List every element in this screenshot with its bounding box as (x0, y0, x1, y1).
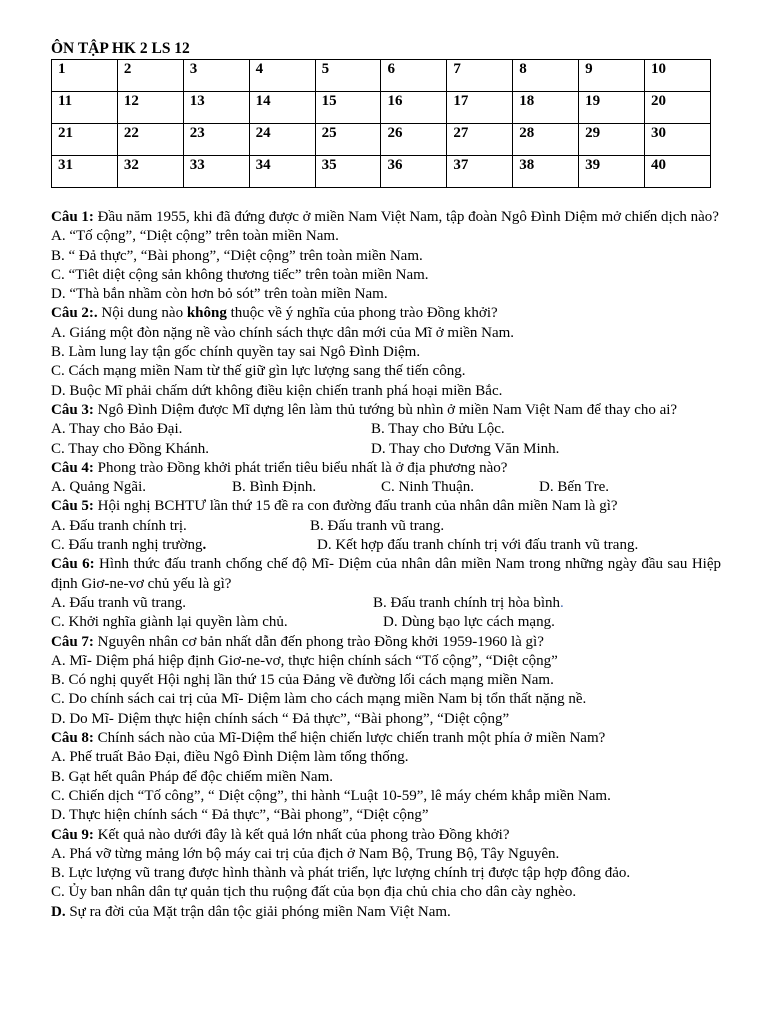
question-emphasis: không (186, 305, 227, 322)
answer-cell: 37 (447, 156, 513, 188)
answer-cell: 16 (381, 92, 447, 124)
question-5-options-row (51, 536, 721, 555)
question-text: Kết quả nào dưới đây là kết quả lớn nhất của phong trào Đồng khởi? (93, 826, 510, 843)
question-9-option-d (51, 903, 721, 922)
option-text: C. Đấu tranh nghị trường (51, 537, 203, 554)
option-punct: . (560, 594, 564, 611)
question-text: Hình thức đấu tranh chống chế độ Mĩ- Diệm của nhân dân miền Nam trong những ngày đầu sau Hiệp định Giơ-ne-vơ chủ yếu là gì? (51, 556, 721, 592)
answer-cell: 8 (513, 60, 579, 92)
answer-grid-row (52, 92, 711, 124)
answer-cell: 27 (447, 124, 513, 156)
question-1-option-a: A. “Tố cộng”, “Diệt cộng” trên toàn miền Nam. (51, 228, 339, 245)
answer-cell: 7 (447, 60, 513, 92)
question-6-option-a: A. Đấu tranh vũ trang. (51, 594, 186, 611)
question-list (51, 208, 721, 922)
question-text: thuộc về ý nghĩa của phong trào Đồng khởi? (226, 305, 498, 322)
question-3-options-row (51, 420, 721, 439)
answer-cell: 32 (117, 156, 183, 188)
answer-cell: 10 (645, 60, 711, 92)
answer-cell: 13 (183, 92, 249, 124)
answer-cell: 23 (183, 124, 249, 156)
question-9-option-c: C. Ủy ban nhân dân tự quản tịch thu ruộng đất của bọn địa chủ chia cho dân cày nghèo. (51, 884, 577, 901)
question-8-stem (51, 729, 721, 748)
question-1-option-c: C. “Tiêt diệt cộng sản không thương tiếc” trên toàn miền Nam. (51, 266, 429, 283)
answer-cell: 24 (249, 124, 315, 156)
question-2-option-a: A. Giáng một đòn nặng nề vào chính sách thực dân mới của Mĩ ở miền Nam. (51, 324, 515, 341)
document-page (51, 40, 721, 922)
answer-grid-row (52, 156, 711, 188)
answer-cell: 5 (315, 60, 381, 92)
question-label: Câu 2:. (51, 305, 98, 322)
question-label: Câu 7: (51, 633, 94, 650)
question-8-option-c: C. Chiến dịch “Tố công”, “ Diệt cộng”, thi hành “Luật 10-59”, lê máy chém khắp miền Nam. (51, 787, 611, 804)
answer-cell: 39 (579, 156, 645, 188)
answer-cell: 25 (315, 124, 381, 156)
answer-cell: 21 (52, 124, 118, 156)
question-label: Câu 5: (51, 498, 94, 515)
question-7-option-c: C. Do chính sách cai trị của Mĩ- Diệm làm cho cách mạng miền Nam bị tổn thất nặng nề. (51, 691, 587, 708)
answer-cell: 15 (315, 92, 381, 124)
answer-cell: 29 (579, 124, 645, 156)
answer-grid-row (52, 124, 711, 156)
question-6-option-b (373, 594, 564, 613)
question-2-option-c: C. Cách mạng miền Nam từ thế giữ gìn lực lượng sang thế tiến công. (51, 363, 466, 380)
question-7-option-b: B. Có nghị quyết Hội nghị lần thứ 15 của Đảng về đường lối cách mạng miền Nam. (51, 672, 554, 689)
question-9-option-a: A. Phá vỡ từng mảng lớn bộ máy cai trị của địch ở Nam Bộ, Trung Bộ, Tây Nguyên. (51, 845, 560, 862)
question-8-option-a: A. Phế truất Bảo Đại, điều Ngô Đình Diệm làm tổng thống. (51, 749, 409, 766)
question-1-option-b: B. “ Đả thực”, “Bài phong”, “Diệt cộng” trên toàn miền Nam. (51, 247, 423, 264)
question-label: Câu 1: (51, 209, 94, 225)
answer-cell: 18 (513, 92, 579, 124)
answer-cell: 40 (645, 156, 711, 188)
question-4-option-d: D. Bến Tre. (539, 479, 610, 496)
answer-cell: 28 (513, 124, 579, 156)
answer-grid-row (52, 60, 711, 92)
question-4-option-a: A. Quảng Ngãi. (51, 479, 146, 496)
question-7-option-a: A. Mĩ- Diệm phá hiệp định Giơ-ne-vơ, thực hiện chính sách “Tố cộng”, “Diệt cộng” (51, 652, 558, 669)
question-3-stem (51, 401, 721, 420)
answer-cell: 30 (645, 124, 711, 156)
answer-cell: 4 (249, 60, 315, 92)
question-5-option-a: A. Đấu tranh chính trị. (51, 517, 187, 534)
question-3-option-b: B. Thay cho Bửu Lộc. (371, 421, 505, 438)
question-label: Câu 8: (51, 730, 94, 747)
answer-cell: 20 (645, 92, 711, 124)
answer-cell: 38 (513, 156, 579, 188)
answer-cell: 1 (52, 60, 118, 92)
question-5-stem (51, 497, 721, 516)
answer-cell: 26 (381, 124, 447, 156)
question-text: Phong trào Đồng khởi phát triển tiêu biểu nhất là ở địa phương nào? (93, 459, 508, 476)
question-text: Nội dung nào (97, 305, 187, 322)
question-label: Câu 4: (51, 459, 94, 476)
question-3-options-row (51, 440, 721, 459)
answer-cell: 22 (117, 124, 183, 156)
question-text: Chính sách nào của Mĩ-Diệm thể hiện chiến lược chiến tranh một phía ở miền Nam? (93, 730, 606, 747)
answer-cell: 6 (381, 60, 447, 92)
option-text: Sự ra đời của Mặt trận dân tộc giải phóng miền Nam Việt Nam. (65, 903, 451, 920)
question-6-options-row (51, 594, 721, 613)
question-5-option-c (51, 536, 317, 555)
question-3-option-a: A. Thay cho Bảo Đại. (51, 421, 183, 438)
answer-cell: 34 (249, 156, 315, 188)
question-4-stem (51, 459, 721, 478)
question-1-option-d: D. “Thà bắn nhầm còn hơn bỏ sót” trên toàn miền Nam. (51, 286, 388, 303)
question-9-stem (51, 826, 721, 845)
answer-cell: 14 (249, 92, 315, 124)
answer-cell: 36 (381, 156, 447, 188)
option-punct: . (202, 537, 207, 554)
answer-cell: 9 (579, 60, 645, 92)
question-3-option-c: C. Thay cho Đồng Khánh. (51, 440, 210, 457)
answer-cell: 35 (315, 156, 381, 188)
document-title: ÔN TẬP HK 2 LS 12 (51, 40, 190, 57)
option-letter: D. (51, 903, 66, 920)
question-3-option-d: D. Thay cho Dương Văn Minh. (371, 440, 560, 457)
question-label: Câu 3: (51, 401, 94, 418)
answer-cell: 12 (117, 92, 183, 124)
question-7-option-d: D. Do Mĩ- Diệm thực hiện chính sách “ Đả thực”, “Bài phong”, “Diệt cộng” (51, 710, 510, 727)
question-5-option-d: D. Kết hợp đấu tranh chính trị với đấu tranh vũ trang. (317, 537, 639, 554)
question-4-option-b: B. Bình Định. (232, 479, 317, 496)
question-label: Câu 9: (51, 826, 94, 843)
answer-grid (51, 59, 711, 188)
question-2-stem (51, 304, 721, 323)
answer-cell: 11 (52, 92, 118, 124)
question-2-option-d: D. Buộc Mĩ phải chấm dứt không điều kiện chiến tranh phá hoại miền Bắc. (51, 382, 503, 399)
answer-cell: 3 (183, 60, 249, 92)
question-6-option-c: C. Khởi nghĩa giành lại quyền làm chủ. (51, 614, 288, 631)
question-7-stem (51, 633, 721, 652)
answer-cell: 33 (183, 156, 249, 188)
question-6-options-row (51, 613, 721, 632)
question-label: Câu 6: (51, 556, 95, 573)
question-5-option-b: B. Đấu tranh vũ trang. (310, 517, 445, 534)
answer-cell: 17 (447, 92, 513, 124)
option-text: B. Đấu tranh chính trị hòa bình (373, 594, 561, 611)
question-text: Hội nghị BCHTƯ lần thứ 15 đề ra con đường đấu tranh của nhân dân miền Nam là gì? (93, 498, 618, 515)
answer-cell: 2 (117, 60, 183, 92)
answer-cell: 31 (52, 156, 118, 188)
question-1-stem (51, 208, 721, 227)
question-4-option-c: C. Ninh Thuận. (381, 479, 475, 496)
question-2-option-b: B. Làm lung lay tận gốc chính quyền tay sai Ngô Đình Diệm. (51, 344, 421, 361)
question-text: Đầu năm 1955, khi đã đứng được ở miền Nam Việt Nam, tập đoàn Ngô Đình Diệm mở chiến dịch nào? (93, 209, 719, 225)
question-6-stem (51, 555, 721, 594)
answer-cell: 19 (579, 92, 645, 124)
question-8-option-b: B. Gạt hết quân Pháp để độc chiếm miền Nam. (51, 768, 334, 785)
question-9-option-b: B. Lực lượng vũ trang được hình thành và phát triển, lực lượng chính trị được tập hợp đông đảo. (51, 865, 631, 882)
question-4-options-row (51, 478, 721, 497)
question-text: Ngô Đình Diệm được Mĩ dựng lên làm thủ tướng bù nhìn ở miền Nam Việt Nam để thay cho ai? (93, 401, 678, 418)
question-8-option-d: D. Thực hiện chính sách “ Đả thực”, “Bài phong”, “Diệt cộng” (51, 807, 429, 824)
question-5-options-row (51, 517, 721, 536)
question-6-option-d: D. Dùng bạo lực cách mạng. (383, 614, 555, 631)
question-text: Nguyên nhân cơ bản nhất dẫn đến phong trào Đồng khởi 1959-1960 là gì? (93, 633, 544, 650)
